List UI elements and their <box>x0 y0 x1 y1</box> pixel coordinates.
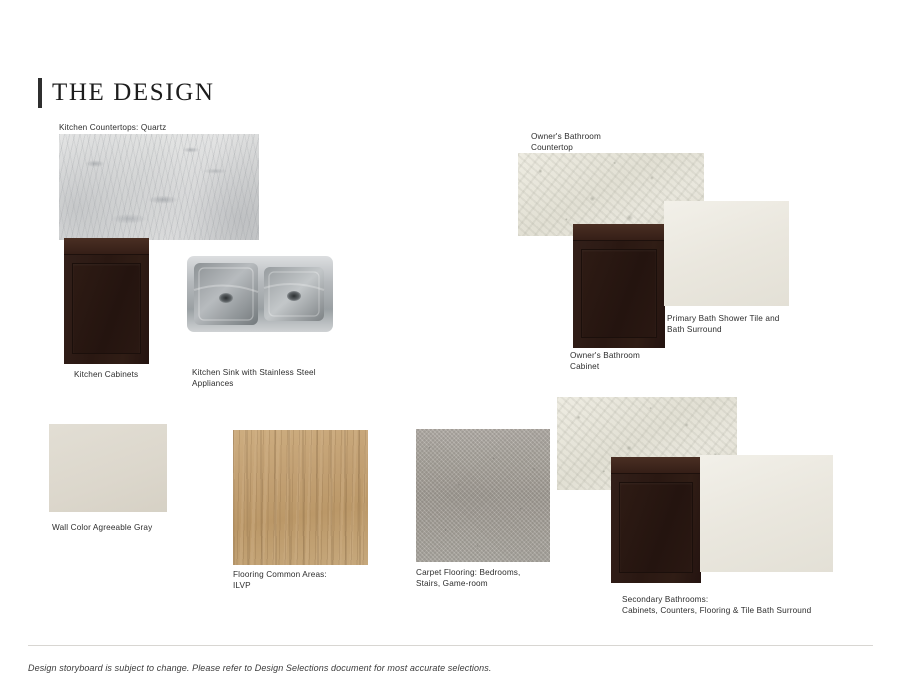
cabinet-door-panel <box>619 482 693 573</box>
caption-kitchen-cabinets: Kitchen Cabinets <box>74 370 139 379</box>
cabinet-top-rail <box>573 224 665 241</box>
swatch-flooring-common-areas <box>233 430 368 565</box>
stainless-sink-icon <box>185 250 335 340</box>
caption-owners-bath-countertop: Owner's Bathroom Countertop <box>531 132 601 152</box>
caption-secondary-bathrooms: Secondary Bathrooms: Cabinets, Counters, Flooring & Tile Bath Surround <box>622 595 812 615</box>
swatch-secondary-bath-cabinet <box>611 457 701 583</box>
caption-kitchen-countertops: Kitchen Countertops: Quartz <box>59 123 167 132</box>
swatch-secondary-bath-tile <box>700 455 833 572</box>
swatch-kitchen-sink <box>185 250 335 340</box>
swatch-owners-bath-cabinet <box>573 224 665 348</box>
cabinet-top-rail <box>611 457 701 474</box>
cabinet-door-panel <box>72 263 142 354</box>
swatch-kitchen-countertops <box>59 134 259 240</box>
caption-carpet-flooring: Carpet Flooring: Bedrooms, Stairs, Game-room <box>416 568 521 588</box>
caption-flooring-common-areas: Flooring Common Areas: ILVP <box>233 570 327 590</box>
page-title-group <box>38 78 215 108</box>
footer-disclaimer: Design storyboard is subject to change. Please refer to Design Selections document for most accurate selections. <box>28 663 492 673</box>
caption-primary-bath-shower-tile: Primary Bath Shower Tile and Bath Surround <box>667 314 780 334</box>
swatch-primary-bath-shower-tile <box>664 201 789 306</box>
cabinet-door-panel <box>581 249 656 338</box>
caption-kitchen-sink: Kitchen Sink with Stainless Steel Appliances <box>192 368 316 388</box>
page-title: THE DESIGN <box>52 79 215 106</box>
caption-owners-bath-cabinet: Owner's Bathroom Cabinet <box>570 351 640 371</box>
swatch-wall-color <box>49 424 167 512</box>
swatch-kitchen-cabinets <box>64 238 149 364</box>
swatch-carpet-flooring <box>416 429 550 562</box>
footer-divider <box>28 645 873 646</box>
caption-wall-color: Wall Color Agreeable Gray <box>52 523 153 532</box>
cabinet-top-rail <box>64 238 149 255</box>
title-accent-bar <box>38 78 42 108</box>
